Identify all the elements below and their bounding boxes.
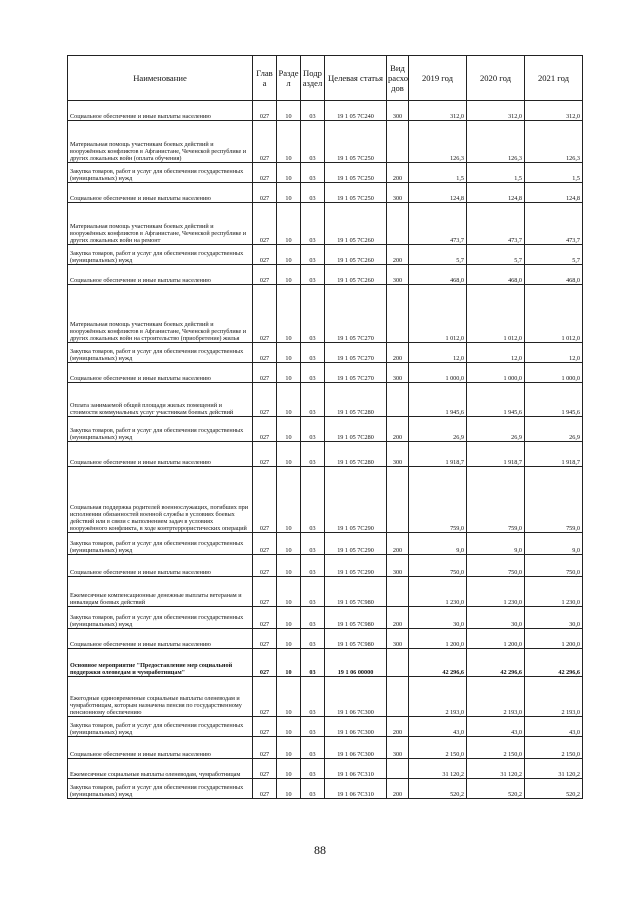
row-glava: 027 — [253, 677, 277, 717]
row-razdel: 10 — [277, 607, 301, 629]
row-article: 19 1 05 7С280 — [325, 383, 387, 417]
row-glava: 027 — [253, 717, 277, 737]
row-vid — [387, 285, 409, 343]
table-row — [68, 467, 583, 533]
row-vid: 200 — [387, 533, 409, 555]
row-name: Ежемесячные социальные выплаты оленеводам, чумработницам — [68, 759, 253, 779]
row-podrazdel: 03 — [301, 629, 325, 649]
row-2019: 43,0 — [409, 717, 467, 737]
row-glava: 027 — [253, 577, 277, 607]
row-2021: 759,0 — [525, 467, 583, 533]
row-glava: 027 — [253, 163, 277, 183]
row-2020: 31 120,2 — [467, 759, 525, 779]
row-2020: 1 918,7 — [467, 442, 525, 467]
header-podrazdel: Подр аздел — [301, 56, 325, 101]
row-podrazdel: 03 — [301, 383, 325, 417]
row-vid — [387, 577, 409, 607]
row-vid — [387, 649, 409, 677]
row-2019: 468,0 — [409, 265, 467, 285]
row-2020: 9,0 — [467, 533, 525, 555]
row-vid — [387, 759, 409, 779]
row-2021: 520,2 — [525, 779, 583, 799]
table-row — [68, 245, 583, 265]
table-header-row — [68, 56, 583, 101]
row-article: 19 1 05 7С280 — [325, 442, 387, 467]
row-2021: 26,9 — [525, 417, 583, 442]
row-name: Закупка товаров, работ и услуг для обеспечения государственных (муниципальных) нужд — [68, 343, 253, 363]
row-vid: 300 — [387, 629, 409, 649]
row-vid — [387, 677, 409, 717]
row-2019: 1 012,0 — [409, 285, 467, 343]
row-vid — [387, 203, 409, 245]
row-podrazdel: 03 — [301, 759, 325, 779]
row-razdel: 10 — [277, 717, 301, 737]
row-glava: 027 — [253, 442, 277, 467]
row-glava: 027 — [253, 383, 277, 417]
row-article: 19 1 05 7С260 — [325, 265, 387, 285]
row-vid: 300 — [387, 737, 409, 759]
row-razdel: 10 — [277, 555, 301, 577]
row-vid: 200 — [387, 417, 409, 442]
row-glava: 027 — [253, 203, 277, 245]
table-row — [68, 203, 583, 245]
row-article: 19 1 05 7С250 — [325, 163, 387, 183]
table-row — [68, 555, 583, 577]
table-row — [68, 417, 583, 442]
row-2020: 1 200,0 — [467, 629, 525, 649]
row-razdel: 10 — [277, 649, 301, 677]
row-2020: 26,9 — [467, 417, 525, 442]
row-glava: 027 — [253, 555, 277, 577]
row-vid: 200 — [387, 245, 409, 265]
row-podrazdel: 03 — [301, 285, 325, 343]
row-vid: 300 — [387, 101, 409, 121]
row-2019: 520,2 — [409, 779, 467, 799]
table-row — [68, 343, 583, 363]
table-body — [68, 101, 583, 799]
row-article: 19 1 05 7С270 — [325, 343, 387, 363]
row-2021: 1 200,0 — [525, 629, 583, 649]
row-name: Материальная помощь участникам боевых действий и вооружённых конфликтов в Афганистане, Чеченской республике и других локальных войн на ремонт — [68, 203, 253, 245]
row-article: 19 1 05 7С290 — [325, 467, 387, 533]
row-razdel: 10 — [277, 203, 301, 245]
header-name: Наименование — [68, 56, 253, 101]
row-name: Закупка товаров, работ и услуг для обеспечения государственных (муниципальных) нужд — [68, 717, 253, 737]
row-glava: 027 — [253, 363, 277, 383]
row-2019: 9,0 — [409, 533, 467, 555]
row-vid: 300 — [387, 555, 409, 577]
row-podrazdel: 03 — [301, 183, 325, 203]
row-razdel: 10 — [277, 629, 301, 649]
row-2021: 1 945,6 — [525, 383, 583, 417]
row-2019: 1 945,6 — [409, 383, 467, 417]
row-2020: 126,3 — [467, 121, 525, 163]
row-name: Социальная поддержка родителей военнослужащих, погибших при исполнении обязанностей военной службы в условиях боевых действий или в связи с выполнением задач в условиях вооружённого конфликта, в ходе контртеррористических операций — [68, 467, 253, 533]
table-row — [68, 163, 583, 183]
table-row — [68, 363, 583, 383]
row-podrazdel: 03 — [301, 245, 325, 265]
row-article: 19 1 06 7С300 — [325, 677, 387, 717]
row-razdel: 10 — [277, 677, 301, 717]
header-2020: 2020 год — [467, 56, 525, 101]
row-glava: 027 — [253, 607, 277, 629]
row-razdel: 10 — [277, 265, 301, 285]
row-name: Социальное обеспечение и иные выплаты населению — [68, 629, 253, 649]
row-razdel: 10 — [277, 533, 301, 555]
row-glava: 027 — [253, 101, 277, 121]
row-podrazdel: 03 — [301, 717, 325, 737]
row-2021: 126,3 — [525, 121, 583, 163]
row-razdel: 10 — [277, 759, 301, 779]
table-row — [68, 577, 583, 607]
row-2020: 2 150,0 — [467, 737, 525, 759]
row-article: 19 1 05 7С250 — [325, 183, 387, 203]
row-article: 19 1 05 7С260 — [325, 245, 387, 265]
header-razdel: Разде л — [277, 56, 301, 101]
row-podrazdel: 03 — [301, 121, 325, 163]
row-name: Социальное обеспечение и иные выплаты населению — [68, 265, 253, 285]
table-row — [68, 779, 583, 799]
row-razdel: 10 — [277, 779, 301, 799]
row-2019: 30,0 — [409, 607, 467, 629]
row-name: Социальное обеспечение и иные выплаты населению — [68, 101, 253, 121]
row-glava: 027 — [253, 183, 277, 203]
row-article: 19 1 05 7С980 — [325, 577, 387, 607]
header-vid: Вид расхо дов — [387, 56, 409, 101]
row-podrazdel: 03 — [301, 577, 325, 607]
row-podrazdel: 03 — [301, 677, 325, 717]
row-2021: 43,0 — [525, 717, 583, 737]
row-2021: 31 120,2 — [525, 759, 583, 779]
row-vid: 200 — [387, 717, 409, 737]
header-article: Целевая статья — [325, 56, 387, 101]
row-podrazdel: 03 — [301, 343, 325, 363]
table-row — [68, 759, 583, 779]
row-podrazdel: 03 — [301, 533, 325, 555]
row-name: Социальное обеспечение и иные выплаты населению — [68, 555, 253, 577]
table-row — [68, 442, 583, 467]
row-vid: 200 — [387, 779, 409, 799]
row-2021: 312,0 — [525, 101, 583, 121]
row-razdel: 10 — [277, 577, 301, 607]
row-2021: 1 230,0 — [525, 577, 583, 607]
row-razdel: 10 — [277, 245, 301, 265]
row-article: 19 1 06 7С300 — [325, 737, 387, 759]
row-glava: 027 — [253, 629, 277, 649]
row-name: Закупка товаров, работ и услуг для обеспечения государственных (муниципальных) нужд — [68, 245, 253, 265]
row-podrazdel: 03 — [301, 265, 325, 285]
row-glava: 027 — [253, 265, 277, 285]
row-2020: 2 193,0 — [467, 677, 525, 717]
row-2019: 1 000,0 — [409, 363, 467, 383]
row-2020: 1 000,0 — [467, 363, 525, 383]
row-razdel: 10 — [277, 183, 301, 203]
row-2019: 1 200,0 — [409, 629, 467, 649]
row-name: Социальное обеспечение и иные выплаты населению — [68, 183, 253, 203]
page-number: 88 — [314, 843, 326, 857]
row-vid — [387, 467, 409, 533]
table-row — [68, 737, 583, 759]
document-page — [67, 55, 582, 799]
row-name: Материальная помощь участникам боевых действий и вооружённых конфликтов в Афганистане, Чеченской республике и других локальных войн на строительство (приобретение) жилья — [68, 285, 253, 343]
row-article: 19 1 05 7С980 — [325, 607, 387, 629]
row-2021: 12,0 — [525, 343, 583, 363]
row-2020: 1 012,0 — [467, 285, 525, 343]
row-article: 19 1 06 00000 — [325, 649, 387, 677]
row-article: 19 1 06 7С310 — [325, 759, 387, 779]
row-glava: 027 — [253, 343, 277, 363]
row-2019: 750,0 — [409, 555, 467, 577]
row-2021: 2 193,0 — [525, 677, 583, 717]
row-2021: 1 000,0 — [525, 363, 583, 383]
row-name: Оплата занимаемой общей площади жилых помещений и стоимости коммунальных услуг участникам боевых действий — [68, 383, 253, 417]
row-vid: 300 — [387, 363, 409, 383]
table-row — [68, 183, 583, 203]
row-name: Закупка товаров, работ и услуг для обеспечения государственных (муниципальных) нужд — [68, 417, 253, 442]
row-2019: 2 150,0 — [409, 737, 467, 759]
table-row — [68, 265, 583, 285]
row-2019: 312,0 — [409, 101, 467, 121]
row-podrazdel: 03 — [301, 442, 325, 467]
row-2021: 473,7 — [525, 203, 583, 245]
header-glava: Глав а — [253, 56, 277, 101]
row-podrazdel: 03 — [301, 417, 325, 442]
row-article: 19 1 05 7С290 — [325, 555, 387, 577]
row-podrazdel: 03 — [301, 467, 325, 533]
row-2021: 1 012,0 — [525, 285, 583, 343]
row-2021: 2 150,0 — [525, 737, 583, 759]
table-row — [68, 533, 583, 555]
row-name: Ежемесячные компенсационные денежные выплаты ветеранам и инвалидам боевых действий — [68, 577, 253, 607]
row-vid: 300 — [387, 265, 409, 285]
row-2019: 26,9 — [409, 417, 467, 442]
row-2020: 1 230,0 — [467, 577, 525, 607]
row-glava: 027 — [253, 467, 277, 533]
row-2019: 759,0 — [409, 467, 467, 533]
header-2019: 2019 год — [409, 56, 467, 101]
row-name: Закупка товаров, работ и услуг для обеспечения государственных (муниципальных) нужд — [68, 607, 253, 629]
row-podrazdel: 03 — [301, 163, 325, 183]
row-glava: 027 — [253, 245, 277, 265]
row-razdel: 10 — [277, 467, 301, 533]
row-2019: 473,7 — [409, 203, 467, 245]
row-name: Материальная помощь участникам боевых действий и вооружённых конфликтов в Афганистане, Чеченской республике и других локальных войн (оплата обучения) — [68, 121, 253, 163]
row-2020: 1,5 — [467, 163, 525, 183]
row-podrazdel: 03 — [301, 607, 325, 629]
row-razdel: 10 — [277, 417, 301, 442]
row-2020: 759,0 — [467, 467, 525, 533]
row-2020: 312,0 — [467, 101, 525, 121]
row-2020: 42 296,6 — [467, 649, 525, 677]
row-name: Закупка товаров, работ и услуг для обеспечения государственных (муниципальных) нужд — [68, 779, 253, 799]
row-2021: 1 918,7 — [525, 442, 583, 467]
row-2020: 473,7 — [467, 203, 525, 245]
row-razdel: 10 — [277, 343, 301, 363]
row-glava: 027 — [253, 759, 277, 779]
row-2019: 42 296,6 — [409, 649, 467, 677]
budget-table — [67, 55, 583, 799]
row-glava: 027 — [253, 417, 277, 442]
table-row — [68, 629, 583, 649]
row-article: 19 1 05 7С280 — [325, 417, 387, 442]
row-article: 19 1 05 7С980 — [325, 629, 387, 649]
row-article: 19 1 06 7С310 — [325, 779, 387, 799]
table-row — [68, 101, 583, 121]
row-article: 19 1 05 7С290 — [325, 533, 387, 555]
row-2021: 1,5 — [525, 163, 583, 183]
row-article: 19 1 05 7С250 — [325, 121, 387, 163]
row-article: 19 1 05 7С270 — [325, 363, 387, 383]
row-2019: 126,3 — [409, 121, 467, 163]
row-name: Ежегодные единовременные социальные выплаты оленеводам и чумработницам, которым назначена пенсия по государственному пенсионному обеспечению — [68, 677, 253, 717]
row-glava: 027 — [253, 121, 277, 163]
row-glava: 027 — [253, 737, 277, 759]
row-glava: 027 — [253, 779, 277, 799]
row-razdel: 10 — [277, 363, 301, 383]
row-vid: 200 — [387, 343, 409, 363]
row-razdel: 10 — [277, 163, 301, 183]
row-name: Закупка товаров, работ и услуг для обеспечения государственных (муниципальных) нужд — [68, 533, 253, 555]
row-2019: 124,8 — [409, 183, 467, 203]
row-name: Закупка товаров, работ и услуг для обеспечения государственных (муниципальных) нужд — [68, 163, 253, 183]
row-2020: 12,0 — [467, 343, 525, 363]
row-podrazdel: 03 — [301, 203, 325, 245]
row-razdel: 10 — [277, 737, 301, 759]
row-2019: 5,7 — [409, 245, 467, 265]
row-2019: 1 230,0 — [409, 577, 467, 607]
row-article: 19 1 05 7С270 — [325, 285, 387, 343]
row-article: 19 1 05 7С260 — [325, 203, 387, 245]
table-row — [68, 285, 583, 343]
row-2019: 31 120,2 — [409, 759, 467, 779]
row-podrazdel: 03 — [301, 649, 325, 677]
row-glava: 027 — [253, 533, 277, 555]
row-2021: 9,0 — [525, 533, 583, 555]
table-row — [68, 383, 583, 417]
row-2021: 124,8 — [525, 183, 583, 203]
row-glava: 027 — [253, 649, 277, 677]
row-2020: 1 945,6 — [467, 383, 525, 417]
row-2019: 12,0 — [409, 343, 467, 363]
row-razdel: 10 — [277, 442, 301, 467]
header-2021: 2021 год — [525, 56, 583, 101]
row-razdel: 10 — [277, 121, 301, 163]
row-2021: 468,0 — [525, 265, 583, 285]
row-vid: 300 — [387, 183, 409, 203]
row-2019: 1 918,7 — [409, 442, 467, 467]
row-razdel: 10 — [277, 285, 301, 343]
row-2021: 30,0 — [525, 607, 583, 629]
row-vid — [387, 383, 409, 417]
row-2020: 5,7 — [467, 245, 525, 265]
table-row — [68, 717, 583, 737]
row-podrazdel: 03 — [301, 555, 325, 577]
row-2020: 124,8 — [467, 183, 525, 203]
row-name: Социальное обеспечение и иные выплаты населению — [68, 442, 253, 467]
row-vid: 200 — [387, 163, 409, 183]
row-glava: 027 — [253, 285, 277, 343]
row-vid: 200 — [387, 607, 409, 629]
row-2020: 468,0 — [467, 265, 525, 285]
row-2019: 1,5 — [409, 163, 467, 183]
row-name: Социальное обеспечение и иные выплаты населению — [68, 737, 253, 759]
row-podrazdel: 03 — [301, 779, 325, 799]
row-razdel: 10 — [277, 383, 301, 417]
row-name: Социальное обеспечение и иные выплаты населению — [68, 363, 253, 383]
row-podrazdel: 03 — [301, 363, 325, 383]
row-article: 19 1 05 7С240 — [325, 101, 387, 121]
row-vid — [387, 121, 409, 163]
row-2019: 2 193,0 — [409, 677, 467, 717]
table-row — [68, 607, 583, 629]
row-name: Основное мероприятие "Предоставление мер социальной поддержки олеоведам и чумработницам" — [68, 649, 253, 677]
row-2020: 30,0 — [467, 607, 525, 629]
row-podrazdel: 03 — [301, 101, 325, 121]
row-2021: 42 296,6 — [525, 649, 583, 677]
row-2020: 43,0 — [467, 717, 525, 737]
row-vid: 300 — [387, 442, 409, 467]
row-razdel: 10 — [277, 101, 301, 121]
row-article: 19 1 06 7С300 — [325, 717, 387, 737]
row-2020: 750,0 — [467, 555, 525, 577]
row-2021: 5,7 — [525, 245, 583, 265]
row-podrazdel: 03 — [301, 737, 325, 759]
row-2021: 750,0 — [525, 555, 583, 577]
table-row — [68, 121, 583, 163]
row-2020: 520,2 — [467, 779, 525, 799]
table-row — [68, 677, 583, 717]
table-row — [68, 649, 583, 677]
